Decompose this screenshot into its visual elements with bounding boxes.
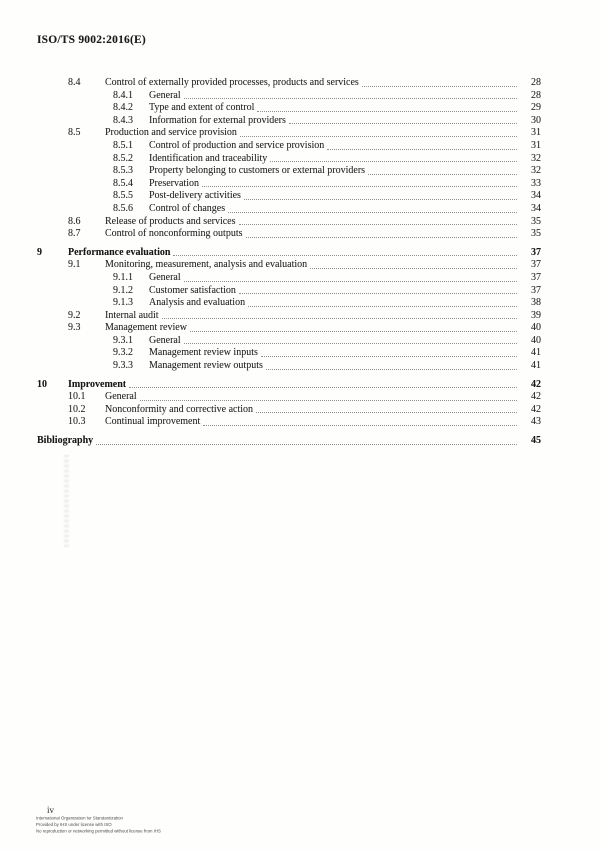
toc-entry (37, 435, 541, 448)
dot-leader (190, 331, 517, 332)
toc-entry (37, 360, 541, 373)
toc-entry-number: 10 (37, 378, 47, 390)
scan-artifact (64, 455, 69, 547)
toc-entry-page: 39 (531, 309, 541, 321)
dot-leader (289, 123, 517, 124)
dot-leader (244, 199, 517, 200)
toc-entry-number: 8.5.5 (113, 190, 133, 202)
license-line: Provided by IHS under license with ISO (36, 823, 112, 828)
toc-entry-title: General (149, 334, 181, 346)
toc-entry-title: Continual improvement (105, 416, 201, 428)
dot-leader (173, 255, 517, 256)
dot-leader (240, 136, 517, 137)
dot-leader (261, 356, 517, 357)
table-of-contents (37, 77, 541, 448)
toc-entry (37, 90, 541, 103)
toc-entry-page: 31 (531, 127, 541, 139)
toc-entry-page: 35 (531, 228, 541, 240)
dot-leader (246, 237, 518, 238)
toc-entry (37, 77, 541, 90)
dot-leader (257, 111, 517, 112)
license-notice (36, 816, 161, 835)
toc-entry-title: Identification and traceability (149, 152, 268, 164)
dot-leader (162, 318, 517, 319)
toc-entry (37, 216, 541, 229)
toc-entry-page: 31 (531, 139, 541, 151)
toc-entry (37, 259, 541, 272)
toc-entry-title: General (105, 391, 137, 403)
toc-entry-title: Control of production and service provision (149, 139, 325, 151)
toc-entry-title: Preservation (149, 177, 199, 189)
toc-entry-page: 35 (531, 215, 541, 227)
toc-entry-title: Type and extent of control (149, 102, 255, 114)
toc-entry-page: 32 (531, 165, 541, 177)
toc-entry-number: 10.1 (68, 391, 86, 403)
document-title: ISO/TS 9002:2016(E) (37, 34, 146, 46)
toc-entry (37, 115, 541, 128)
toc-entry (37, 165, 541, 178)
license-line: No reproduction or networking permitted without license from IHS (36, 829, 161, 834)
toc-entry-title: Control of externally provided processes, products and services (105, 77, 359, 88)
toc-entry-title: Management review inputs (149, 347, 258, 359)
toc-entry-number: 9.1.2 (113, 284, 133, 296)
toc-entry-number: 10.3 (68, 416, 86, 428)
toc-entry (37, 190, 541, 203)
toc-entry-number: 10.2 (68, 403, 86, 415)
toc-entry-number: 8.4 (68, 77, 81, 88)
license-line: International Organization for Standardization (36, 816, 123, 822)
toc-entry-page: 28 (531, 89, 541, 101)
dot-leader (327, 149, 517, 150)
toc-entry-title: Information for external providers (149, 114, 286, 126)
toc-entry-number: 8.6 (68, 215, 81, 227)
toc-entry-page: 42 (531, 403, 541, 415)
dot-leader (202, 186, 517, 187)
toc-entry-number: 8.5.4 (113, 177, 133, 189)
toc-entry-title: Customer satisfaction (149, 284, 236, 296)
dot-leader (184, 343, 517, 344)
toc-entry-title: Management review outputs (149, 360, 263, 372)
toc-entry-page: 42 (531, 378, 541, 390)
toc-entry (37, 379, 541, 392)
toc-entry-number: 9.3.1 (113, 334, 133, 346)
toc-entry-title: Release of products and services (105, 215, 236, 227)
toc-entry-page: 45 (531, 435, 541, 447)
toc-entry (37, 140, 541, 153)
toc-entry-number: 9.1.3 (113, 297, 133, 309)
dot-leader (248, 306, 517, 307)
dot-leader (184, 281, 517, 282)
toc-entry (37, 203, 541, 216)
toc-entry (37, 416, 541, 429)
toc-entry (37, 285, 541, 298)
toc-entry (37, 335, 541, 348)
toc-entry-title: General (149, 89, 181, 101)
toc-entry (37, 178, 541, 191)
toc-entry (37, 391, 541, 404)
toc-entry-title: Nonconformity and corrective action (105, 403, 253, 415)
toc-entry-page: 42 (531, 391, 541, 403)
toc-entry-number: 8.5.1 (113, 139, 133, 151)
toc-entry-number: 9.3 (68, 322, 81, 334)
dot-leader (239, 293, 517, 294)
toc-entry (37, 404, 541, 417)
toc-entry-page: 40 (531, 334, 541, 346)
toc-entry-number: 9.1 (68, 259, 81, 271)
toc-entry-page: 30 (531, 114, 541, 126)
toc-entry (37, 102, 541, 115)
dot-leader (368, 174, 517, 175)
toc-entry-number: 8.5.6 (113, 202, 133, 214)
toc-entry-number: 9.3.3 (113, 360, 133, 372)
toc-entry-page: 37 (531, 284, 541, 296)
toc-entry-page: 29 (531, 102, 541, 114)
toc-entry-page: 34 (531, 190, 541, 202)
dot-leader (203, 425, 517, 426)
toc-entry-number: 8.4.1 (113, 89, 133, 101)
dot-leader (310, 268, 517, 269)
dot-leader (140, 400, 517, 401)
toc-entry-number: 8.4.3 (113, 114, 133, 126)
dot-leader (270, 161, 517, 162)
toc-entry-page: 28 (531, 77, 541, 88)
dot-leader (266, 369, 517, 370)
dot-leader (96, 444, 517, 445)
toc-entry (37, 322, 541, 335)
toc-entry-page: 41 (531, 360, 541, 372)
dot-leader (239, 224, 517, 225)
dot-leader (129, 387, 517, 388)
toc-entry (37, 347, 541, 360)
toc-entry (37, 127, 541, 140)
toc-entry-title: Production and service provision (105, 127, 237, 139)
dot-leader (184, 98, 517, 99)
dot-leader (256, 412, 517, 413)
toc-entry-page: 32 (531, 152, 541, 164)
toc-entry-number: 9 (37, 246, 42, 258)
toc-entry-number: 9.2 (68, 309, 81, 321)
dot-leader (228, 212, 517, 213)
toc-entry-title: Property belonging to customers or external providers (149, 165, 366, 177)
toc-entry-title: Bibliography (37, 435, 94, 447)
toc-entry-page: 33 (531, 177, 541, 189)
toc-entry-title: General (149, 271, 181, 283)
toc-entry-number: 8.5 (68, 127, 81, 139)
toc-entry-page: 43 (531, 416, 541, 428)
toc-entry (37, 247, 541, 260)
toc-entry-number: 8.5.2 (113, 152, 133, 164)
toc-entry (37, 228, 541, 241)
toc-entry-page: 40 (531, 322, 541, 334)
dot-leader (362, 86, 517, 87)
toc-entry-number: 9.3.2 (113, 347, 133, 359)
toc-entry-title: Management review (105, 322, 187, 334)
toc-entry-number: 8.7 (68, 228, 81, 240)
toc-entry-page: 37 (531, 259, 541, 271)
toc-entry-page: 41 (531, 347, 541, 359)
page-number-roman: iv (47, 805, 55, 815)
toc-entry-page: 37 (531, 271, 541, 283)
toc-entry-title: Control of changes (149, 202, 226, 214)
toc-entry (37, 153, 541, 166)
toc-entry (37, 297, 541, 310)
toc-entry (37, 310, 541, 323)
toc-entry-page: 37 (531, 246, 541, 258)
toc-entry-title: Internal audit (105, 309, 159, 321)
toc-entry-number: 9.1.1 (113, 271, 133, 283)
toc-entry-page: 38 (531, 297, 541, 309)
toc-entry (37, 272, 541, 285)
toc-entry-title: Monitoring, measurement, analysis and evaluation (105, 259, 308, 271)
toc-entry-title: Analysis and evaluation (149, 297, 246, 309)
toc-entry-title: Post-delivery activities (149, 190, 241, 202)
toc-entry-page: 34 (531, 202, 541, 214)
toc-entry-number: 8.4.2 (113, 102, 133, 114)
toc-entry-title: Improvement (68, 378, 127, 390)
toc-entry-title: Performance evaluation (68, 246, 171, 258)
toc-entry-number: 8.5.3 (113, 165, 133, 177)
toc-entry-title: Control of nonconforming outputs (105, 228, 243, 240)
